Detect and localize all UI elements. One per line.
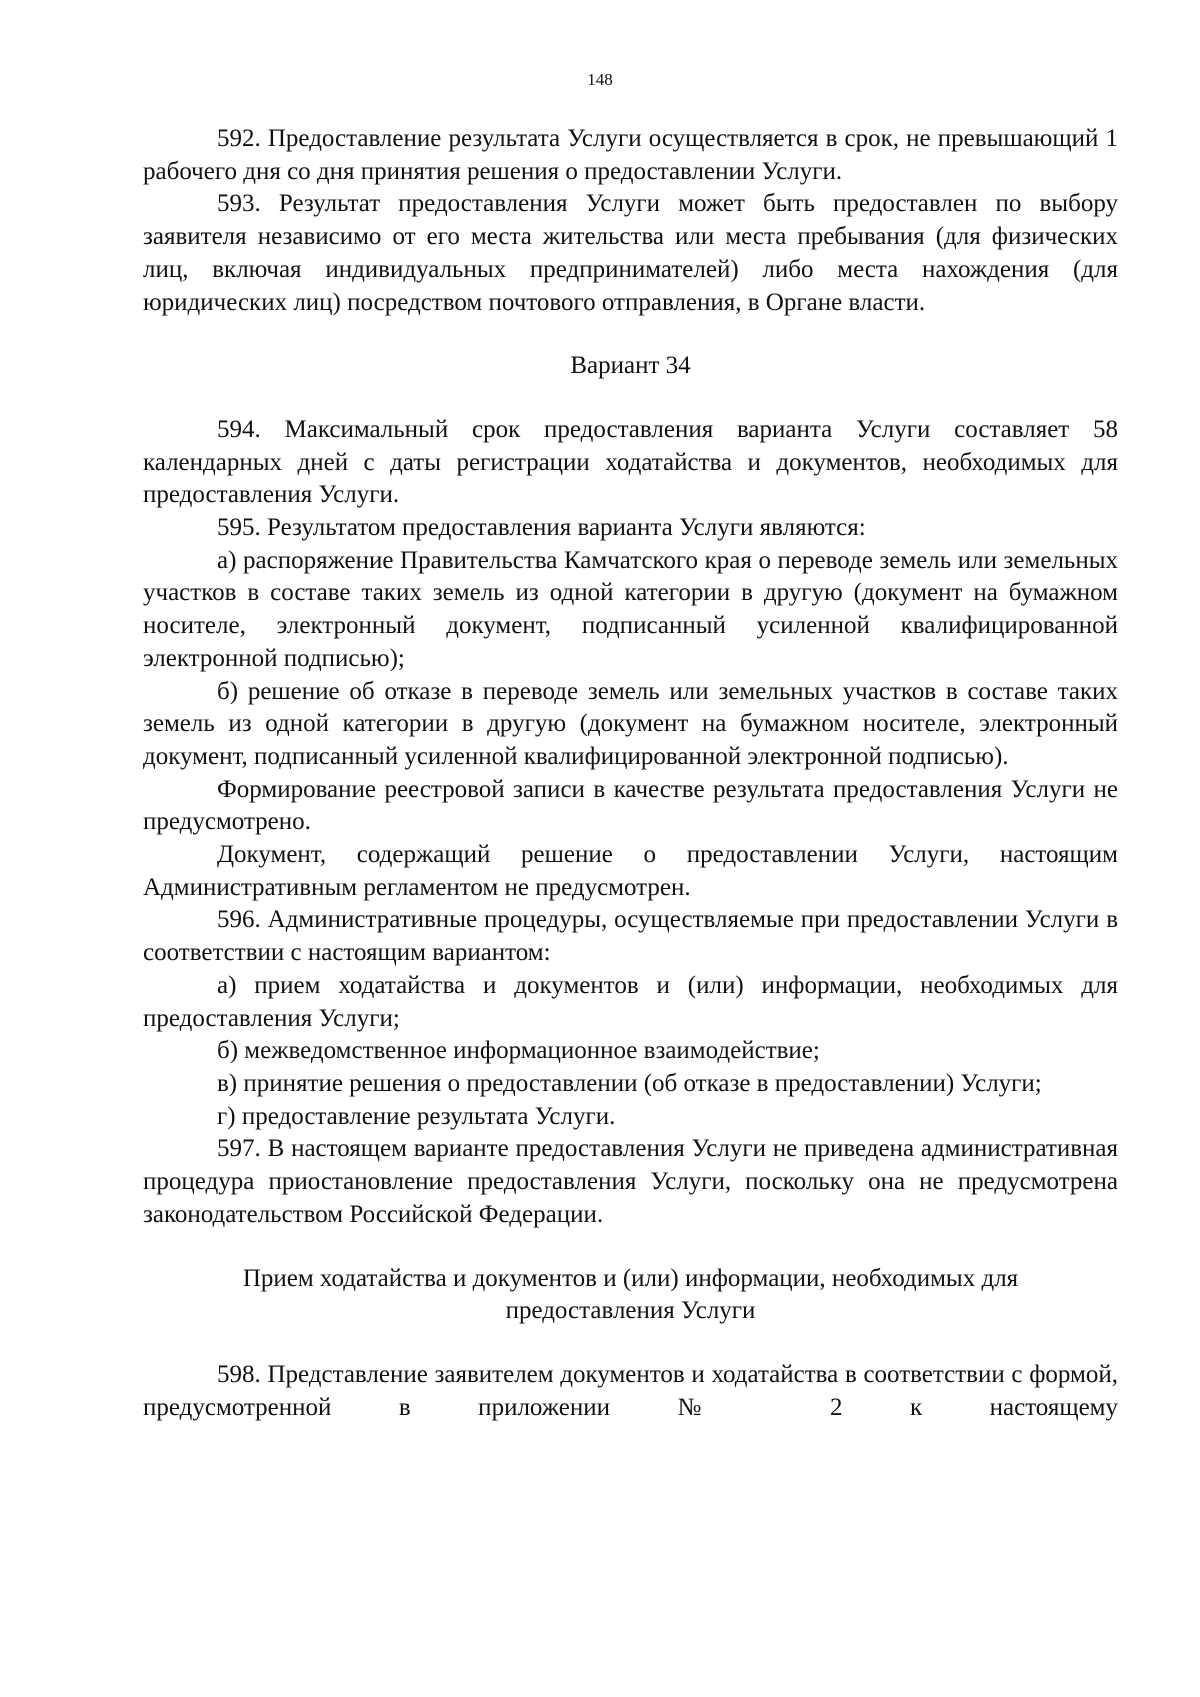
paragraph-596-c: в) принятие решения о предоставлении (об отказе в предоставлении) Услуги; bbox=[217, 1069, 1042, 1097]
page-number: 148 bbox=[587, 70, 613, 89]
section-heading-variant-34: Вариант 34 bbox=[570, 352, 691, 380]
document-body bbox=[143, 123, 1118, 1424]
paragraph-595-a: а) распоряжение Правительства Камчатского края о переводе земель или земельных участков в составе таких земель из одной категории в другую (документ на бумажном носителе, электронный документ, подписанный усиленной квалифицированной электронной подписью); bbox=[143, 546, 1118, 672]
section-heading-reception-line-1: Прием ходатайства и документов и (или) информации, необходимых для bbox=[242, 1264, 1019, 1292]
paragraph-595-b: б) решение об отказе в переводе земель или земельных участков в составе таких земель из одной категории в другую (документ на бумажном носителе, электронный документ, подписанный усиленной квалифицированной электронной подписью). bbox=[143, 677, 1118, 770]
paragraph-594: 594. Максимальный срок предоставления варианта Услуги составляет 58 календарных дней с даты регистрации ходатайства и документов, необходимых для предоставления Услуги. bbox=[143, 415, 1118, 509]
paragraph-597: 597. В настоящем варианте предоставления Услуги не приведена административная процедура приостановление предоставления Услуги, поскольку она не предусмотрена законодательством Российской Федерации. bbox=[143, 1135, 1118, 1228]
paragraph-registry-record: Формирование реестровой записи в качестве результата предоставления Услуги не предусмотрено. bbox=[143, 775, 1118, 836]
paragraph-592: 592. Предоставление результата Услуги осуществляется в срок, не превышающий 1 рабочего дня со дня принятия решения о предоставлении Услуги. bbox=[143, 125, 1118, 185]
paragraph-595: 595. Результатом предоставления варианта Услуги являются: bbox=[217, 514, 866, 542]
paragraph-596-b: б) межведомственное информационное взаимодействие; bbox=[217, 1037, 820, 1065]
section-heading-reception bbox=[143, 1263, 1118, 1328]
paragraph-decision-document: Документ, содержащий решение о предоставлении Услуги, настоящим Административным регламентом не предусмотрен. bbox=[143, 841, 1118, 901]
paragraph-596: 596. Административные процедуры, осуществляемые при предоставлении Услуги в соответствии с настоящим вариантом: bbox=[143, 906, 1118, 967]
paragraph-596-d: г) предоставление результата Услуги. bbox=[217, 1102, 616, 1130]
paragraph-596-a: а) прием ходатайства и документов и (или) информации, необходимых для предоставления Услуги; bbox=[143, 971, 1118, 1032]
paragraph-598: 598. Представление заявителем документов и ходатайства в соответствии с формой, предусмотренной в приложении № 2 к настоящему bbox=[143, 1360, 1118, 1421]
section-heading-reception-line-2: предоставления Услуги bbox=[505, 1297, 756, 1325]
paragraph-593: 593. Результат предоставления Услуги может быть предоставлен по выбору заявителя независимо от его места жительства или места пребывания (для физических лиц, включая индивидуальных предпринимателей) либо места нахождения (для юридических лиц) посредством почтового отправления, в Органе власти. bbox=[143, 190, 1118, 316]
